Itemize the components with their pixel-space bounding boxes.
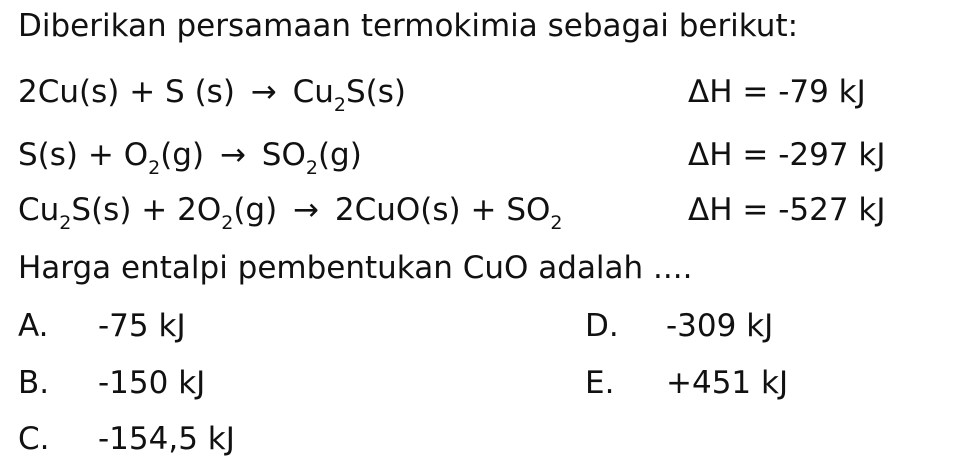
reaction-3-left-tail: (g) <box>233 192 288 228</box>
reaction-2-right: SO <box>251 137 306 173</box>
reaction-1-enthalpy: ΔH = -79 kJ <box>688 74 866 110</box>
option-b-letter: B. <box>18 365 50 401</box>
reaction-2-enthalpy: ΔH = -297 kJ <box>688 137 886 173</box>
question-text: Harga entalpi pembentukan CuO adalah .... <box>18 250 693 286</box>
subscript: 2 <box>550 212 563 234</box>
reaction-3-right: 2CuO(s) + SO <box>325 192 551 228</box>
option-a-letter: A. <box>18 308 49 344</box>
option-e-value: +451 kJ <box>666 365 789 401</box>
reaction-1-left: 2Cu(s) + S (s) <box>18 74 245 110</box>
reaction-2-equation <box>18 137 362 179</box>
reaction-1-right-tail: S(s) <box>346 74 407 110</box>
subscript: 2 <box>333 94 346 116</box>
subscript: 2 <box>221 212 234 234</box>
reaction-arrow-icon: → <box>219 137 246 173</box>
reaction-arrow-icon: → <box>250 74 277 110</box>
option-c-value: -154,5 kJ <box>98 421 235 457</box>
option-b-value: -150 kJ <box>98 365 206 401</box>
reaction-3-equation <box>18 192 563 234</box>
option-d-letter: D. <box>585 308 619 344</box>
intro-text: Diberikan persamaan termokimia sebagai berikut: <box>18 8 799 44</box>
subscript: 2 <box>59 212 72 234</box>
reaction-2-left-tail: (g) <box>160 137 214 173</box>
reaction-1-equation <box>18 74 407 116</box>
subscript: 2 <box>305 157 318 179</box>
reaction-3-enthalpy: ΔH = -527 kJ <box>688 192 886 228</box>
option-c-letter: C. <box>18 421 50 457</box>
option-a-value: -75 kJ <box>98 308 186 344</box>
reaction-2-left: S(s) + O <box>18 137 149 173</box>
reaction-3-left: Cu <box>18 192 60 228</box>
option-d-value: -309 kJ <box>666 308 774 344</box>
reaction-arrow-icon: → <box>293 192 320 228</box>
reaction-2-right-tail: (g) <box>317 137 362 173</box>
reaction-1-right: Cu <box>282 74 334 110</box>
subscript: 2 <box>148 157 161 179</box>
reaction-3-left-mid: S(s) + 2O <box>71 192 222 228</box>
option-e-letter: E. <box>585 365 615 401</box>
